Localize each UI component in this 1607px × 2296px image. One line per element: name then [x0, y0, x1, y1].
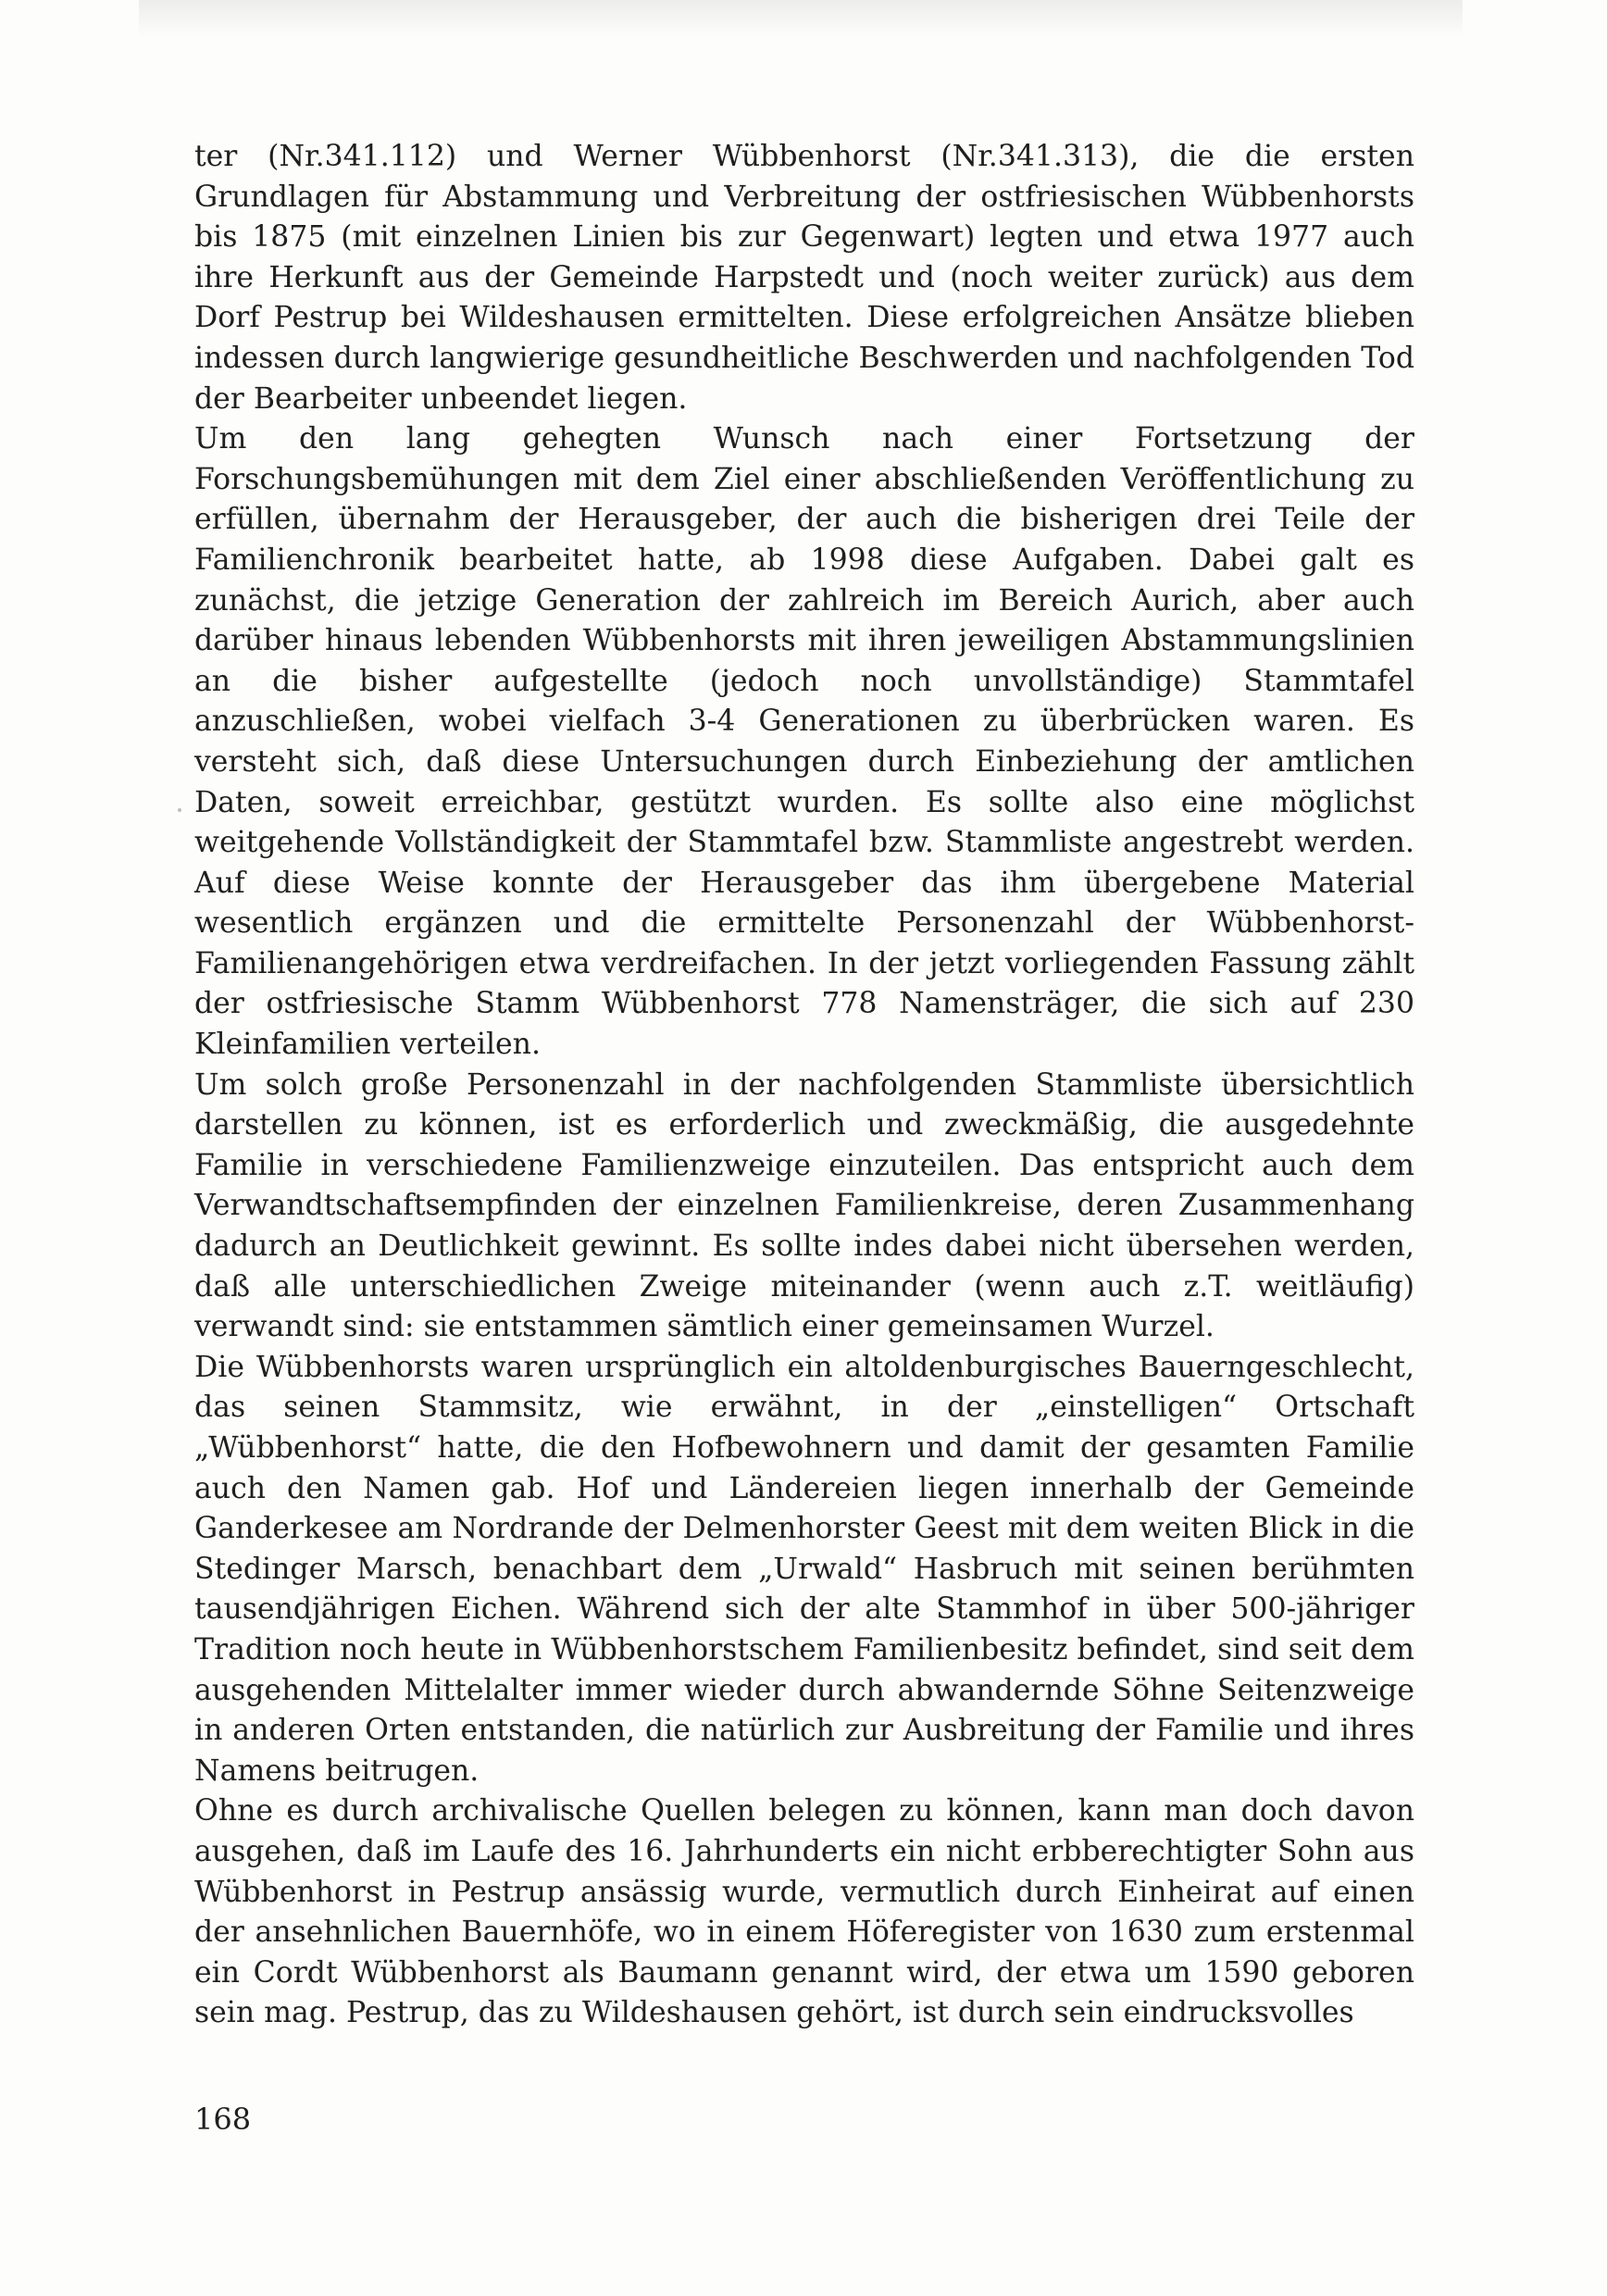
paragraph-5: Ohne es durch archivalische Quellen belegen zu können, kann man doch davon ausgehen, daß im Laufe des 16. Jahrhunderts ein nicht erbberechtigter Sohn aus Wübbenhorst in Pestrup ansässig wurde, vermutlich durch Einheirat auf einen der ansehnlichen Bauernhöfe, wo in einem Höferegister von 1630 zum erstenmal ein Cordt Wübbenhorst als Baumann genannt wird, der etwa um 1590 geboren sein mag. Pestrup, das zu Wildeshausen gehört, ist durch sein eindrucksvolles — [194, 1794, 1414, 2030]
scan-shadow — [139, 0, 1463, 37]
paragraph-2: Um den lang gehegten Wunsch nach einer Fortsetzung der Forschungsbemühungen mit dem Ziel einer abschließenden Veröffentlichung zu erfüllen, übernahm der Herausgeber, der auch die bisherigen drei Teile der Familienchronik bearbeitet hatte, ab 1998 diese Aufgaben. Dabei galt es zunächst, die jetzige Generation der zahlreich im Bereich Aurich, aber auch darüber hinaus lebenden Wübbenhorsts mit ihren jeweiligen Abstammungslinien an die bisher aufgestellte (jedoch noch unvollständige) Stammtafel anzuschließen, wobei vielfach 3-4 Generationen zu überbrücken waren. Es versteht sich, daß diese Untersuchungen durch Einbeziehung der amtlichen Daten, soweit erreichbar, gestützt wurden. Es sollte also eine möglichst weitgehende Vollständigkeit der Stammtafel bzw. Stammliste angestrebt werden. Auf diese Weise konnte der Herausgeber das ihm übergebene Material wesentlich ergänzen und die ermittelte Personenzahl der Wübbenhorst-Familienangehörigen etwa verdreifachen. In der jetzt vorliegenden Fassung zählt der ostfriesische Stamm Wübbenhorst 778 Namensträger, die sich auf 230 Kleinfamilien verteilen. — [194, 422, 1414, 1062]
page-number: 168 — [194, 2102, 252, 2137]
paragraph-1: ter (Nr.341.112) und Werner Wübbenhorst (Nr.341.313), die die ersten Grundlagen für Abstammung und Verbreitung der ostfriesischen Wübbenhorsts bis 1875 (mit einzelnen Linien bis zur Gegenwart) legten und etwa 1977 auch ihre Herkunft aus der Gemeinde Harpstedt und (noch weiter zurück) aus dem Dorf Pestrup bei Wildeshausen ermittelten. Diese erfolgreichen Ansätze blieben indessen durch langwierige gesundheitliche Beschwerden und nachfolgenden Tod der Bearbeiter unbeendet liegen. — [194, 140, 1414, 416]
body-text — [194, 137, 1414, 2034]
paragraph-3: Um solch große Personenzahl in der nachfolgenden Stammliste übersichtlich darstellen zu können, ist es erforderlich und zweckmäßig, die ausgedehnte Familie in verschiedene Familienzweige einzuteilen. Das entspricht auch dem Verwandtschaftsempfinden der einzelnen Familienkreise, deren Zusammenhang dadurch an Deutlichkeit gewinnt. Es sollte indes dabei nicht übersehen werden, daß alle unterschiedlichen Zweige miteinander (wenn auch z.T. weitläufig) verwandt sind: sie entstammen sämtlich einer gemeinsamen Wurzel. — [194, 1067, 1414, 1344]
margin-mark — [178, 808, 181, 812]
paragraph-4: Die Wübbenhorsts waren ursprünglich ein altoldenburgisches Bauerngeschlecht, das seinen Stammsitz, wie erwähnt, in der „einstelligen“ Ortschaft „Wübbenhorst“ hatte, die den Hofbewohnern und damit der gesamten Familie auch den Namen gab. Hof und Ländereien liegen innerhalb der Gemeinde Ganderkesee am Nordrande der Delmenhorster Geest mit dem weiten Blick in die Stedinger Marsch, benachbart dem „Urwald“ Hasbruch mit seinen berühmten tausendjährigen Eichen. Während sich der alte Stammhof in über 500-jähriger Tradition noch heute in Wübbenhorstschem Familienbesitz befindet, sind seit dem ausgehenden Mittelalter immer wieder durch abwandernde Söhne Seitenzweige in anderen Orten entstanden, die natürlich zur Ausbreitung der Familie und ihres Namens beitrugen. — [194, 1350, 1414, 1788]
